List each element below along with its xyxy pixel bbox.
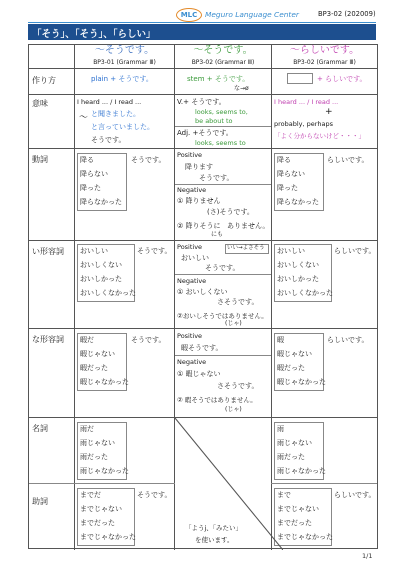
inner-divider: [175, 355, 271, 356]
meishi-col3-item: 雨: [277, 425, 284, 433]
doushi-col2-neg2: ② 降りそうに: [177, 222, 221, 230]
joshi-col2-note2: を使います。: [195, 536, 234, 544]
na-adj-col2-neg1b: さそうです。: [217, 382, 259, 390]
joshi-col3-item: までだった: [277, 519, 312, 527]
imi-col1-line3: そうです。: [91, 136, 126, 144]
logo-text: MLC: [180, 11, 198, 19]
na-adj-col1-tail: そうです。: [131, 336, 166, 344]
doushi-col1-item: 降らなかった: [80, 198, 122, 206]
joshi-col1-item: までじゃなかった: [80, 533, 136, 541]
row-divider: [29, 328, 377, 329]
i-adj-col1-item: おいしくなかった: [80, 289, 136, 297]
doushi-col2-negative: Negative: [177, 186, 207, 194]
na-adj-col3-item: 暇だった: [277, 364, 305, 372]
inner-divider: [175, 274, 271, 275]
imi-col2-verb: V.+ そうです。: [177, 98, 226, 106]
doushi-col1-item: 降った: [80, 184, 101, 192]
col2-subheader: BP3-02 (Grammar Ⅲ): [191, 59, 255, 66]
row-label-na-adj: な形容詞: [32, 335, 64, 344]
imi-col3-example: 「よく分からないけど・・・」: [274, 132, 365, 140]
meishi-col1-item: 雨だ: [80, 425, 94, 433]
row-label-tsukurikata: 作り方: [32, 76, 56, 85]
joshi-col3-tail: らしいです。: [334, 491, 376, 499]
meishi-col1-item: 雨だった: [80, 453, 108, 461]
doushi-col3-item: 降った: [277, 184, 298, 192]
row-divider: [271, 483, 377, 484]
na-adj-col1-item: 暇だった: [80, 364, 108, 372]
row-divider: [29, 483, 175, 484]
na-adj-col2-positive: Positive: [177, 332, 203, 340]
col-divider: [74, 45, 75, 550]
tsukurikata-col2: stem + そうです。: [187, 75, 250, 83]
imi-col3-heading: I heard ... / I read ...: [274, 98, 339, 106]
row-label-i-adj: い形容詞: [32, 247, 64, 256]
doushi-col1-item: 降る: [80, 156, 94, 164]
na-adj-col1-item: 暇だ: [80, 336, 94, 344]
doushi-col1-item: 降らない: [80, 170, 108, 178]
row-divider: [29, 94, 377, 95]
doushi-col2-pos1: 降ります: [185, 163, 213, 171]
i-adj-col2-note: いい→よさそう: [227, 245, 265, 251]
i-adj-col1-tail: そうです。: [137, 247, 172, 255]
joshi-col3-item: までじゃなかった: [277, 533, 333, 541]
col1-subheader: BP3-01 (Grammar Ⅲ): [93, 59, 156, 66]
imi-col1-tilde: ～: [79, 113, 89, 123]
joshi-col3-item: までじゃない: [277, 505, 319, 513]
na-adj-col3-item: 暇じゃなかった: [277, 378, 326, 386]
doushi-col2-neg2c: にも: [211, 231, 224, 238]
row-divider: [29, 68, 377, 69]
doushi-col3-item: 降る: [277, 156, 291, 164]
tsukurikata-col3: + らしいです。: [317, 75, 367, 83]
inner-divider: [175, 126, 271, 127]
na-adj-col2-negative: Negative: [177, 358, 207, 366]
imi-col1-line1: と聞きました。: [91, 110, 140, 118]
i-adj-col3-item: おいしかった: [277, 275, 319, 283]
meishi-col3-item: 雨じゃない: [277, 439, 312, 447]
title-bar: [28, 24, 376, 40]
i-adj-col2-neg2: ②おいしそうではありません。: [177, 312, 268, 320]
i-adj-col3-tail: らしいです。: [334, 247, 376, 255]
doushi-col3-tail: らしいです。: [327, 156, 369, 164]
row-divider: [29, 148, 377, 149]
i-adj-col2-pos2: そうです。: [205, 264, 240, 272]
row-label-meishi: 名詞: [32, 424, 48, 433]
col3-header: ～らしいです。: [289, 45, 360, 56]
meishi-col3-item: 雨だった: [277, 453, 305, 461]
meishi-col3-item: 雨じゃなかった: [277, 467, 326, 475]
joshi-col1-item: までだった: [80, 519, 115, 527]
doushi-col2-neg1: ① 降りません: [177, 197, 221, 205]
joshi-col3-item: まで: [277, 491, 291, 499]
organization-name: Meguro Language Center: [205, 10, 299, 19]
na-adj-col2-pos1: 暇そうです。: [181, 344, 223, 352]
col1-header: ～そうです。: [94, 45, 155, 56]
doushi-col2-pos2: そうです。: [199, 174, 234, 182]
row-label-doushi: 動詞: [32, 155, 48, 164]
imi-col2-verb-en2: be about to: [195, 117, 233, 125]
page-title: 「そう」、「そう」、「らしい」: [32, 29, 156, 40]
blank-box: [287, 73, 313, 84]
joshi-col1-item: までだ: [80, 491, 101, 499]
col3-subheader: BP3-02 (Grammar Ⅲ): [293, 59, 356, 66]
page-number: 1/1: [362, 552, 373, 560]
i-adj-col2-pos1: おいしい: [181, 254, 209, 262]
doushi-col2-neg2b: ありません。: [227, 222, 270, 230]
imi-col3-probably: probably, perhaps: [274, 120, 333, 128]
row-divider: [29, 240, 377, 241]
i-adj-col2-neg1: ① おいしくない: [177, 288, 228, 296]
imi-col1-line2: と言っていました。: [91, 123, 154, 131]
imi-col2-verb-en1: looks, seems to,: [195, 108, 248, 116]
doushi-col1-tail: そうです。: [131, 156, 166, 164]
meishi-col1-item: 雨じゃない: [80, 439, 115, 447]
na-adj-col1-item: 暇じゃなかった: [80, 378, 129, 386]
joshi-col1-item: までじゃない: [80, 505, 122, 513]
i-adj-col3-item: おいしくなかった: [277, 289, 333, 297]
row-label-imi: 意味: [32, 99, 48, 108]
i-adj-col2-positive: Positive: [177, 243, 203, 251]
joshi-col2-note1: 「ようj、「みたい」: [185, 524, 243, 532]
na-adj-col1-item: 暇じゃない: [80, 350, 115, 358]
grammar-table: [28, 44, 378, 549]
i-adj-col1-item: おいしい: [80, 247, 108, 255]
imi-col2-adj: Adj. +そうです。: [177, 129, 233, 137]
i-adj-col3-item: おいしくない: [277, 261, 319, 269]
i-adj-col3-item: おいしい: [277, 247, 305, 255]
doushi-col2-neg1b: (さ)そうです。: [207, 208, 254, 216]
tsukurikata-col2-note: な→ø: [234, 85, 249, 92]
i-adj-col1-item: おいしかった: [80, 275, 122, 283]
i-adj-col2-negative: Negative: [177, 277, 207, 285]
doushi-col3-item: 降らない: [277, 170, 305, 178]
document-code: BP3-02 (202009): [318, 10, 376, 18]
row-label-joshi: 助詞: [32, 497, 48, 506]
na-adj-col3-item: 暇じゃない: [277, 350, 312, 358]
imi-col3-plus: +: [325, 107, 333, 117]
na-adj-col3-tail: らしいです。: [327, 336, 369, 344]
imi-col2-adj-en: looks, seems to: [195, 139, 246, 147]
tsukurikata-col1: plain + そうです。: [91, 75, 153, 83]
imi-col1-heading: I heard ... / I read ...: [77, 98, 142, 106]
i-adj-col1-item: おいしくない: [80, 261, 122, 269]
joshi-col1-tail: そうです。: [137, 491, 172, 499]
na-adj-col2-neg2: ② 暇そうではありません。: [177, 396, 257, 404]
header-divider: [28, 22, 376, 23]
col2-header: ～そうです。: [193, 45, 253, 56]
na-adj-col3-item: 暇: [277, 336, 284, 344]
meishi-col1-item: 雨じゃなかった: [80, 467, 129, 475]
i-adj-col2-neg1b: さそうです。: [217, 298, 259, 306]
not-applicable-diagonal: [175, 418, 283, 550]
na-adj-col2-neg1: ① 暇じゃない: [177, 370, 221, 378]
mlc-logo: [176, 8, 202, 22]
doushi-col2-positive: Positive: [177, 151, 203, 159]
na-adj-col2-neg2b: (じゃ): [225, 406, 242, 413]
i-adj-col2-neg2b: (じゃ): [225, 320, 242, 327]
doushi-col3-item: 降らなかった: [277, 198, 319, 206]
